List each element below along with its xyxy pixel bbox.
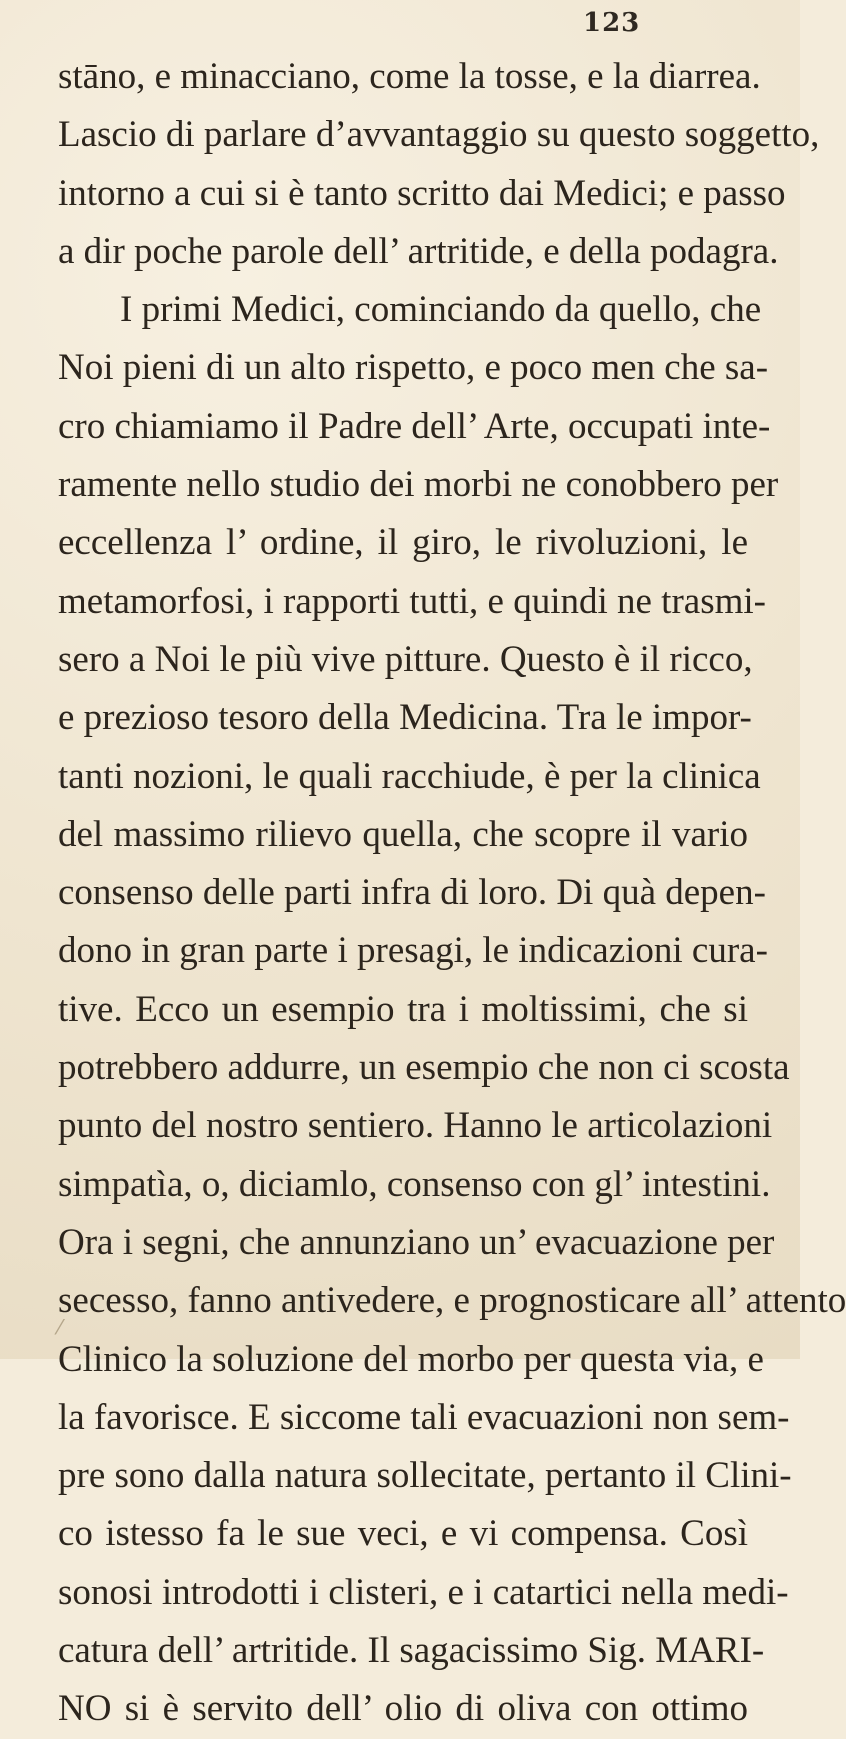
page-mark-icon: ⁄ bbox=[58, 1315, 62, 1339]
text-line: potrebbero addurre, un esempio che non ci scosta bbox=[58, 1047, 790, 1089]
page-number: 123 bbox=[583, 8, 641, 38]
body-text bbox=[58, 48, 846, 1739]
text-line: a dir poche parole dell’ artritide, e della podagra. bbox=[58, 230, 779, 272]
text-line: dono in gran parte i presagi, le indicazioni cura- bbox=[58, 930, 768, 972]
text-line: co istesso fa le sue veci, e vi compensa. Così bbox=[58, 1513, 748, 1555]
text-line: sonosi introdotti i clisteri, e i catartici nella medi- bbox=[58, 1571, 789, 1613]
text-line: ramente nello studio dei morbi ne conobbero per bbox=[58, 464, 779, 506]
text-line: tanti nozioni, le quali racchiude, è per la clinica bbox=[58, 755, 761, 797]
text-line: Lascio di parlare d’avvantaggio su questo soggetto, bbox=[58, 114, 820, 156]
text-line: cro chiamiamo il Padre dell’ Arte, occupati inte- bbox=[58, 405, 771, 447]
text-line: intorno a cui si è tanto scritto dai Medici; e passo bbox=[58, 172, 786, 214]
text-line: sero a Noi le più vive pitture. Questo è il ricco, bbox=[58, 638, 753, 680]
text-line: stāno, e minacciano, come la tosse, e la diarrea. bbox=[58, 56, 761, 97]
text-line: e prezioso tesoro della Medicina. Tra le impor- bbox=[58, 697, 752, 739]
text-line: Noi pieni di un alto rispetto, e poco men che sa- bbox=[58, 347, 769, 389]
text-line: Ora i segni, che annunziano un’ evacuazione per bbox=[58, 1221, 775, 1263]
text-line: catura dell’ artritide. Il sagacissimo Sig. MARI- bbox=[58, 1630, 765, 1672]
text-line: secesso, fanno antivedere, e prognosticare all’ attento bbox=[58, 1280, 846, 1322]
text-line: Clinico la soluzione del morbo per questa via, e bbox=[58, 1338, 764, 1380]
text-line: la favorisce. E siccome tali evacuazioni non sem- bbox=[58, 1396, 790, 1438]
text-line: del massimo rilievo quella, che scopre il vario bbox=[58, 813, 748, 855]
text-line: metamorfosi, i rapporti tutti, e quindi ne trasmi- bbox=[58, 580, 766, 622]
text-line: NO si è servito dell’ olio di oliva con ottimo bbox=[58, 1688, 748, 1730]
text-line: eccellenza l’ ordine, il giro, le rivoluzioni, le bbox=[58, 522, 748, 564]
text-line: pre sono dalla natura sollecitate, pertanto il Clini- bbox=[58, 1455, 792, 1497]
text-line: punto del nostro sentiero. Hanno le articolazioni bbox=[58, 1105, 773, 1147]
text-line: I primi Medici, cominciando da quello, che bbox=[120, 289, 762, 331]
text-line: simpatìa, o, diciamlo, consenso con gl’ intestini. bbox=[58, 1163, 771, 1205]
text-line: tive. Ecco un esempio tra i moltissimi, che si bbox=[58, 988, 748, 1030]
text-line: consenso delle parti infra di loro. Di quà depen- bbox=[58, 872, 766, 914]
